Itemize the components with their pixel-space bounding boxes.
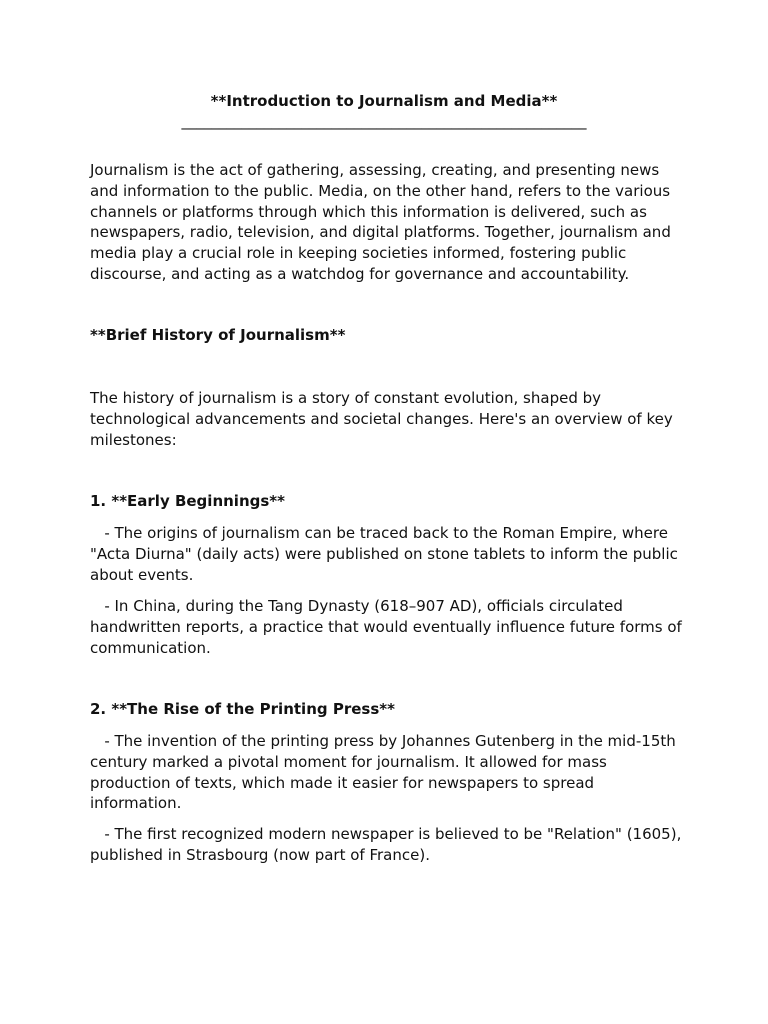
section-heading-printing-press: 2. **The Rise of the Printing Press** [90,700,395,718]
bullet-relation-newspaper: - The first recognized modern newspaper is believed to be "Relation" (1605), published in Strasbourg (now part of France). [90,825,687,864]
title-underline: ______________________________________________________ [181,112,587,130]
history-heading: **Brief History of Journalism** [90,326,346,344]
intro-paragraph: Journalism is the act of gathering, assessing, creating, and presenting news and information to the public. Media, on the other hand, refers to the various channels or platforms through which this information is delivered, such as newspapers, radio, television, and digital platforms. Together, journalism and media play a crucial role in keeping societies informed, fostering public discourse, and acting as a watchdog for governance and accountability. [90,161,671,283]
bullet-tang-dynasty: - In China, during the Tang Dynasty (618–907 AD), officials circulated handwritten reports, a practice that would eventually influence future forms of communication. [90,597,687,657]
section-heading-early-beginnings: 1. **Early Beginnings** [90,492,285,510]
bullet-gutenberg: - The invention of the printing press by Johannes Gutenberg in the mid-15th century marked a pivotal moment for journalism. It allowed for mass production of texts, which made it easier for newspapers to spread information. [90,732,681,813]
document-title: **Introduction to Journalism and Media** [210,92,558,110]
history-intro-paragraph: The history of journalism is a story of constant evolution, shaped by technological advancements and societal changes. Here's an overview of key milestones: [90,389,673,449]
bullet-roman-empire: - The origins of journalism can be traced back to the Roman Empire, where "Acta Diurna" (daily acts) were published on stone tablets to inform the public about events. [90,524,683,584]
